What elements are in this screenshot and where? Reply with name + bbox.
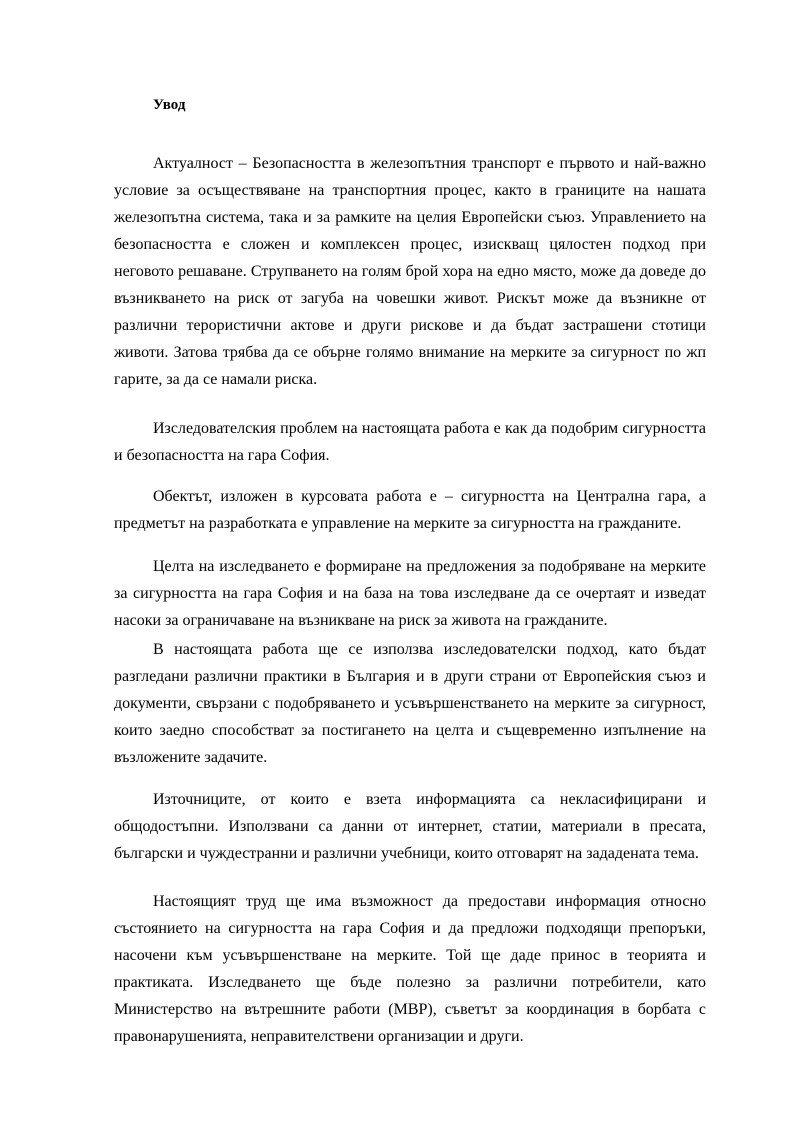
paragraph-sources: Източниците, от които е взета информацията са некласифицирани и общодостъпни. Използвани са данни от интернет, статии, материали в пресата, български и чуждестранни и различни учебници, които отговарят на зададената тема.	[114, 791, 706, 862]
paragraph-relevance: Актуалност – Безопасността в железопътния транспорт е първото и най-важно условие за осъществяване на транспортния процес, както в границите на нашата железопътна система, така и за рамките на целия Европейски съюз. Управлението на безопасността е сложен и комплексен процес, изискващ цялостен подход при неговото решаване. Струпването на голям брой хора на едно място, може да доведе до възникването на риск от загуба на човешки живот. Рискът може да възникне от различни терористични актове и други рискове и да бъдат застрашени стотици животи. Затова трябва да се обърне голямо внимание на мерките за сигурност по жп гарите, за да се намали риска.	[114, 155, 706, 388]
paragraph-research-problem: Изследователския проблем на настоящата работа е как да подобрим сигурността и безопасността на гара София.	[114, 420, 706, 464]
paragraph-object-subject: Обектът, изложен в курсовата работа е – сигурността на Централна гара, а предметът на разработката е управление на мерките за сигурността на гражданите.	[114, 488, 706, 532]
section-heading: Увод	[153, 97, 186, 113]
paragraph-approach: В настоящата работа ще се използва изследователски подход, като бъдат разгледани различни практики в България и в други страни от Европейския съюз и документи, свързани с подобряването и усъвършенстването на мерките за сигурност, които заедно способстват за постигането на целта и същевременно изпълнение на възложените задачите.	[114, 641, 706, 766]
paragraph-contribution: Настоящият труд ще има възможност да предостави информация относно състоянието на сигурността на гара София и да предложи подходящи препоръки, насочени към усъвършенстване на мерките. Той ще даде принос в теорията и практиката. Изследването ще бъде полезно за различни потребители, като Министерство на вътрешните работи (МВР), съветът за координация в борбата с правонарушенията, неправителствени организации и други.	[114, 893, 706, 1045]
paragraph-goal: Целта на изследването е формиране на предложения за подобряване на мерките за сигурността на гара София и на база на това изследване да се очертаят и изведат насоки за ограничаване на възникване на риск за живота на гражданите.	[114, 558, 706, 629]
